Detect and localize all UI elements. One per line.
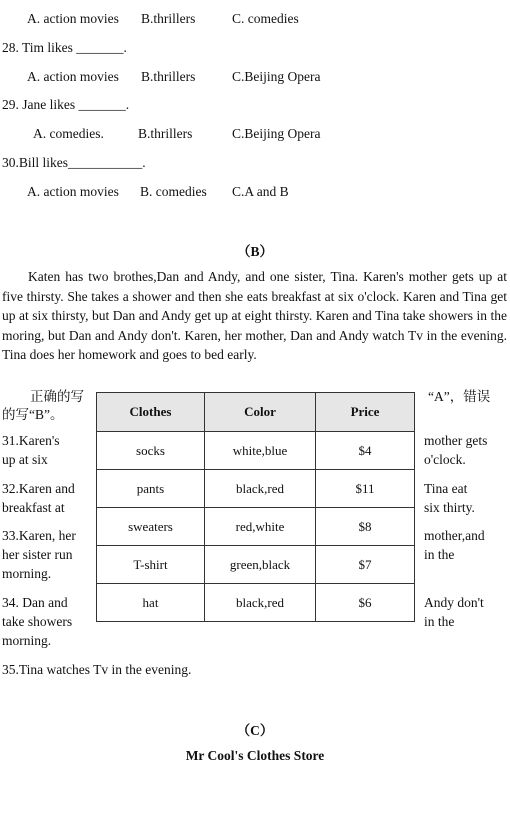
header-price: Price [316, 393, 415, 432]
q31-right-line1: mother gets [424, 433, 488, 448]
q33-left-line1: 33.Karen, her [2, 528, 76, 543]
q34-left-line1: 34. Dan and [2, 595, 68, 610]
q32-right-line2: six thirty. [424, 500, 475, 515]
q34-right-line1: Andy don't [424, 595, 484, 610]
q31-left-line2: up at six [2, 452, 48, 467]
q28-option-a: A. action movies [27, 69, 119, 84]
q32-left-line1: 32.Karen and [2, 481, 75, 496]
section-c-heading: （C） [236, 723, 274, 738]
q31-left-line1: 31.Karen's [2, 433, 60, 448]
cell-price: $11 [316, 470, 415, 508]
q30-option-c: C.A and B [232, 184, 289, 199]
q32-right-line1: Tina eat [424, 481, 468, 496]
cell-color: green,black [205, 546, 316, 584]
q33-right-line2: in the [424, 547, 455, 562]
q29-option-c: C.Beijing Opera [232, 126, 321, 141]
table-row [97, 470, 415, 508]
header-clothes: Clothes [97, 393, 205, 432]
section-b-heading: （B） [236, 244, 273, 259]
q27-option-a: A. action movies [27, 11, 119, 26]
store-title: Mr Cool's Clothes Store [185, 748, 325, 763]
q27-option-c: C. comedies [232, 11, 299, 26]
cell-color: black,red [205, 584, 316, 622]
q34-left-line3: morning. [2, 633, 52, 648]
cell-clothes: socks [97, 432, 205, 470]
cell-price: $6 [316, 584, 415, 622]
cell-price: $7 [316, 546, 415, 584]
q29-stem: 29. Jane likes _______. [2, 97, 130, 112]
table-header-row [97, 393, 415, 432]
q34-right-line2: in the [424, 614, 455, 629]
q28-stem: 28. Tim likes _______. [2, 40, 127, 55]
table-row [97, 508, 415, 546]
q33-left-line2: her sister run [2, 547, 73, 562]
q29-option-a: A. comedies. [33, 126, 104, 141]
q28-option-b: B.thrillers [141, 69, 196, 84]
reading-passage [2, 267, 507, 365]
q29-option-b: B.thrillers [138, 126, 193, 141]
table-row [97, 546, 415, 584]
q30-option-a: A. action movies [27, 184, 119, 199]
q30-option-b: B. comedies [140, 184, 207, 199]
cell-clothes: T-shirt [97, 546, 205, 584]
q35-statement: 35.Tina watches Tv in the evening. [2, 662, 192, 677]
cell-clothes: pants [97, 470, 205, 508]
q28-option-c: C.Beijing Opera [232, 69, 321, 84]
cell-color: black,red [205, 470, 316, 508]
q34-left-line2: take showers [2, 614, 73, 629]
cell-clothes: hat [97, 584, 205, 622]
passage-text: Katen has two brothes,Dan and Andy, and one sister, Tina. Karen's mother gets up at five thirsty. She takes a shower and then she eats breakfast at six o'clock. Karen and Tina get up at six thirsty, but Dan and Andy get up at eight thirsty. Karen and Tina take showers in the moring, but Dan and Andy don't. Karen, her mother, Dan and Andy watch Tv in the evening. Tina does her homework and goes to bed early. [2, 269, 507, 362]
cell-color: red,white [205, 508, 316, 546]
cell-price: $4 [316, 432, 415, 470]
instruction-left-line1: 正确的写 [30, 389, 84, 404]
cell-price: $8 [316, 508, 415, 546]
instruction-left-line2: 的写“B”。 [2, 407, 64, 422]
q31-right-line2: o'clock. [424, 452, 466, 467]
clothes-table [96, 392, 415, 622]
q30-stem: 30.Bill likes___________. [2, 155, 146, 170]
q33-left-line3: morning. [2, 566, 52, 581]
q32-left-line2: breakfast at [2, 500, 65, 515]
instruction-right: “A”，错误 [428, 389, 491, 404]
q27-option-b: B.thrillers [141, 11, 196, 26]
cell-color: white,blue [205, 432, 316, 470]
q33-right-line1: mother,and [424, 528, 485, 543]
cell-clothes: sweaters [97, 508, 205, 546]
table-row [97, 584, 415, 622]
header-color: Color [205, 393, 316, 432]
table-row [97, 432, 415, 470]
